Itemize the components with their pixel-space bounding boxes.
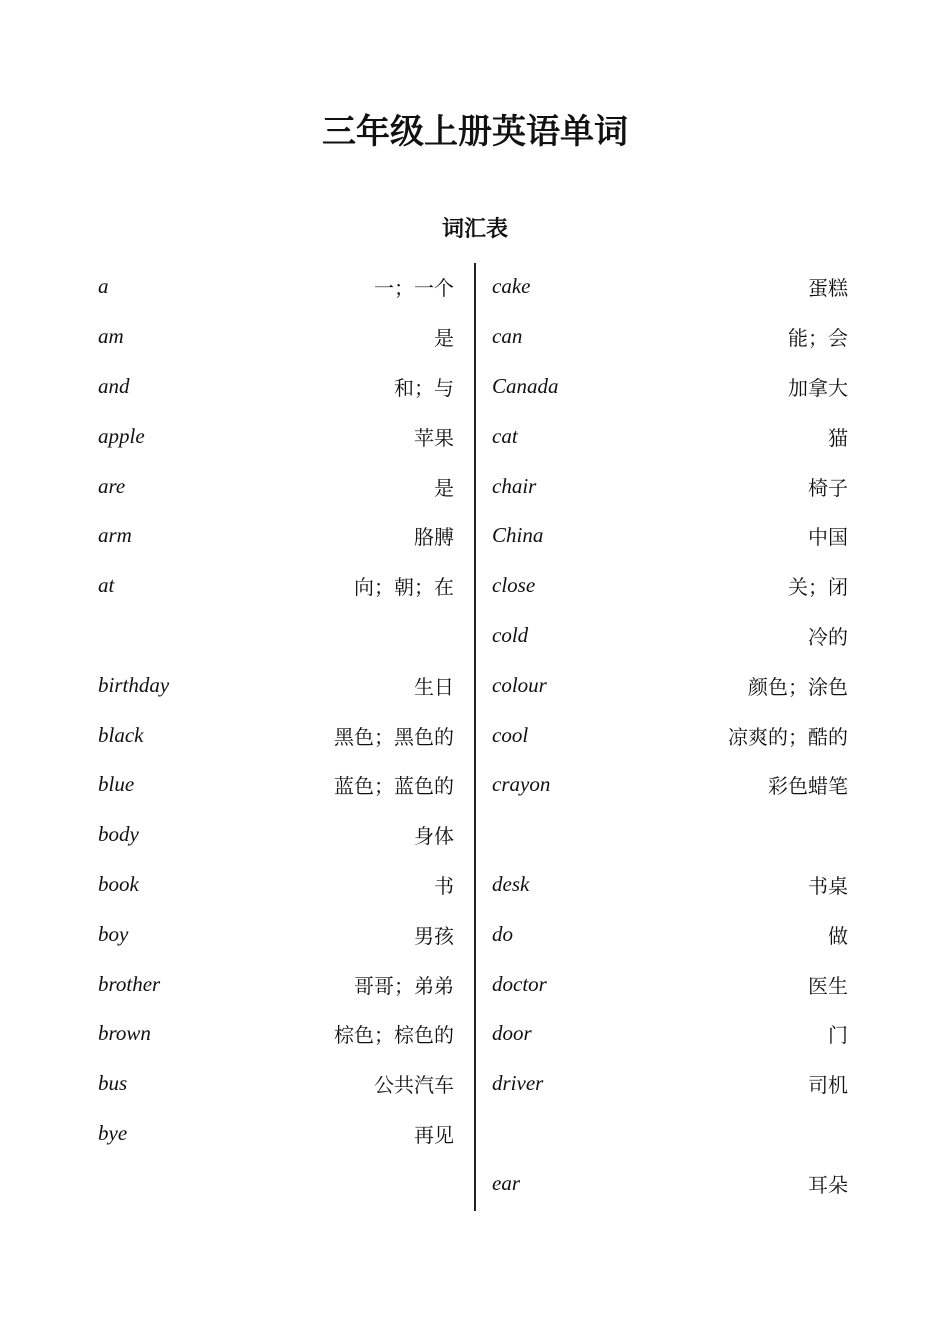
english-word: brown (98, 1021, 151, 1046)
chinese-meaning: 哥哥；弟弟 (354, 973, 454, 998)
english-word: bye (98, 1120, 128, 1145)
vocab-row-spacer (492, 810, 852, 860)
vocab-row (98, 561, 458, 611)
english-word: brother (98, 971, 161, 996)
english-word: crayon (492, 772, 551, 797)
english-word: black (98, 722, 144, 747)
vocab-column-right (492, 262, 852, 1208)
vocab-row (98, 262, 458, 312)
vocab-row (492, 262, 852, 312)
chinese-meaning: 中国 (808, 525, 848, 550)
chinese-meaning: 关；闭 (788, 575, 848, 600)
english-word: China (492, 523, 544, 548)
vocab-row (492, 860, 852, 910)
chinese-meaning: 耳朵 (808, 1172, 848, 1197)
chinese-meaning: 门 (828, 1023, 848, 1048)
english-word: Canada (492, 373, 559, 398)
chinese-meaning: 和；与 (394, 375, 454, 400)
vocab-row (492, 561, 852, 611)
vocab-row-spacer (98, 1158, 458, 1208)
vocab-row (98, 959, 458, 1009)
chinese-meaning: 再见 (414, 1122, 454, 1147)
chinese-meaning: 彩色蜡笔 (768, 774, 848, 799)
vocab-row (98, 760, 458, 810)
english-word: boy (98, 921, 129, 946)
chinese-meaning: 棕色；棕色的 (334, 1023, 454, 1048)
vocab-row (492, 611, 852, 661)
vocab-row (492, 959, 852, 1009)
english-word: arm (98, 523, 132, 548)
english-word: close (492, 573, 536, 598)
vocab-row (492, 710, 852, 760)
vocab-row (98, 411, 458, 461)
chinese-meaning: 是 (434, 475, 454, 500)
english-word: and (98, 373, 130, 398)
chinese-meaning: 颜色；涂色 (748, 674, 848, 699)
chinese-meaning: 是 (434, 326, 454, 351)
chinese-meaning: 向；朝；在 (354, 575, 454, 600)
chinese-meaning: 黑色；黑色的 (334, 724, 454, 749)
chinese-meaning: 猫 (828, 425, 848, 450)
english-word: cold (492, 622, 529, 647)
vocab-row (492, 1009, 852, 1059)
vocab-row (98, 710, 458, 760)
english-word: cool (492, 722, 529, 747)
english-word: a (98, 274, 109, 299)
english-word: driver (492, 1071, 544, 1096)
english-word: desk (492, 871, 530, 896)
english-word: chair (492, 473, 537, 498)
vocab-row (492, 1158, 852, 1208)
chinese-meaning: 生日 (414, 674, 454, 699)
english-word: birthday (98, 672, 170, 697)
vocab-row (98, 660, 458, 710)
chinese-meaning: 司机 (808, 1073, 848, 1098)
english-word: at (98, 573, 115, 598)
english-word: blue (98, 772, 135, 797)
vocab-row-spacer (492, 1109, 852, 1159)
column-divider (474, 263, 476, 1211)
chinese-meaning: 身体 (414, 824, 454, 849)
english-word: am (98, 324, 124, 349)
vocab-row (98, 362, 458, 412)
vocab-row (492, 411, 852, 461)
english-word: doctor (492, 971, 547, 996)
vocab-row (492, 760, 852, 810)
chinese-meaning: 凉爽的；酷的 (728, 724, 848, 749)
chinese-meaning: 苹果 (414, 425, 454, 450)
english-word: apple (98, 423, 145, 448)
vocab-row (492, 1059, 852, 1109)
vocab-row (98, 1009, 458, 1059)
english-word: do (492, 921, 513, 946)
chinese-meaning: 蓝色；蓝色的 (334, 774, 454, 799)
chinese-meaning: 男孩 (414, 923, 454, 948)
english-word: are (98, 473, 126, 498)
vocab-row (492, 312, 852, 362)
chinese-meaning: 能；会 (788, 326, 848, 351)
chinese-meaning: 做 (828, 923, 848, 948)
vocab-row (98, 1059, 458, 1109)
vocab-row (492, 660, 852, 710)
vocab-row (98, 909, 458, 959)
english-word: bus (98, 1071, 128, 1096)
vocab-column-left (98, 262, 458, 1208)
vocab-row (98, 312, 458, 362)
section-heading: 词汇表 (441, 217, 508, 242)
chinese-meaning: 医生 (808, 973, 848, 998)
chinese-meaning: 冷的 (808, 624, 848, 649)
chinese-meaning: 加拿大 (788, 375, 848, 400)
vocab-row (492, 461, 852, 511)
chinese-meaning: 公共汽车 (374, 1073, 454, 1098)
english-word: colour (492, 672, 547, 697)
vocab-row (492, 362, 852, 412)
english-word: cat (492, 423, 518, 448)
english-word: ear (492, 1170, 520, 1195)
english-word: book (98, 871, 139, 896)
vocab-row (98, 1109, 458, 1159)
vocab-row (98, 511, 458, 561)
vocab-row (98, 860, 458, 910)
chinese-meaning: 书 (434, 873, 454, 898)
english-word: door (492, 1021, 532, 1046)
english-word: cake (492, 274, 531, 299)
english-word: can (492, 324, 523, 349)
vocab-row (98, 461, 458, 511)
chinese-meaning: 椅子 (808, 475, 848, 500)
page-title: 三年级上册英语单词 (322, 112, 628, 152)
vocab-row (492, 511, 852, 561)
chinese-meaning: 书桌 (808, 873, 848, 898)
chinese-meaning: 蛋糕 (808, 276, 848, 301)
vocab-row (98, 810, 458, 860)
chinese-meaning: 胳膊 (414, 525, 454, 550)
chinese-meaning: 一；一个 (374, 276, 454, 301)
english-word: body (98, 822, 139, 847)
vocab-row (492, 909, 852, 959)
vocab-row-spacer (98, 611, 458, 661)
